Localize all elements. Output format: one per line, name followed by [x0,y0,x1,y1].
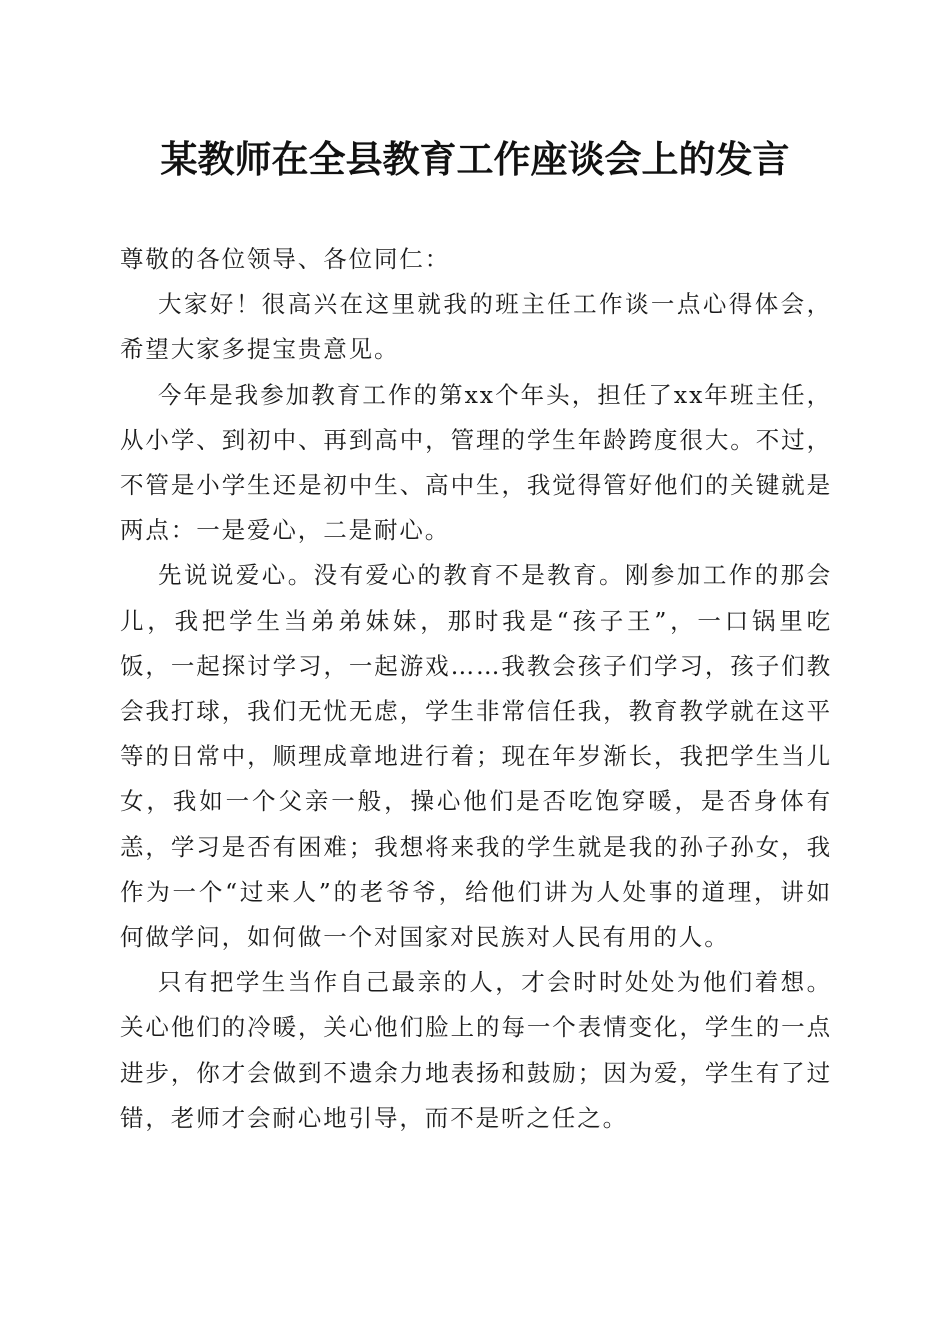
paragraph: 先说说爱心。没有爱心的教育不是教育。刚参加工作的那会儿，我把学生当弟弟妹妹，那时我是“孩子王”，一口锅里吃饭，一起探讨学习，一起游戏……我教会孩子们学习，孩子们教会我打球，我们无忧无虑，学生非常信任我，教育教学就在这平等的日常中，顺理成章地进行着；现在年岁渐长，我把学生当儿女，我如一个父亲一般，操心他们是否吃饱穿暖，是否身体有恙，学习是否有困难；我想将来我的学生就是我的孙子孙女，我作为一个“过来人”的老爷爷，给他们讲为人处事的道理，讲如何做学问，如何做一个对国家对民族对人民有用的人。 [120,561,832,952]
paragraph: 今年是我参加教育工作的第xx个年头，担任了xx年班主任，从小学、到初中、再到高中，管理的学生年龄跨度很大。不过，不管是小学生还是初中生、高中生，我觉得管好他们的关键就是两点：一是爱心，二是耐心。 [120,380,832,545]
paragraph: 大家好！很高兴在这里就我的班主任工作谈一点心得体会，希望大家多提宝贵意见。 [120,290,832,364]
document-body [120,237,832,1141]
paragraph: 只有把学生当作自己最亲的人，才会时时处处为他们着想。关心他们的冷暖，关心他们脸上的每一个表情变化，学生的一点进步，你才会做到不遗余力地表扬和鼓励；因为爱，学生有了过错，老师才会耐心地引导，而不是听之任之。 [120,968,832,1132]
document-title: 某教师在全县教育工作座谈会上的发言 [160,137,790,181]
salutation: 尊敬的各位领导、各位同仁： [120,245,451,273]
